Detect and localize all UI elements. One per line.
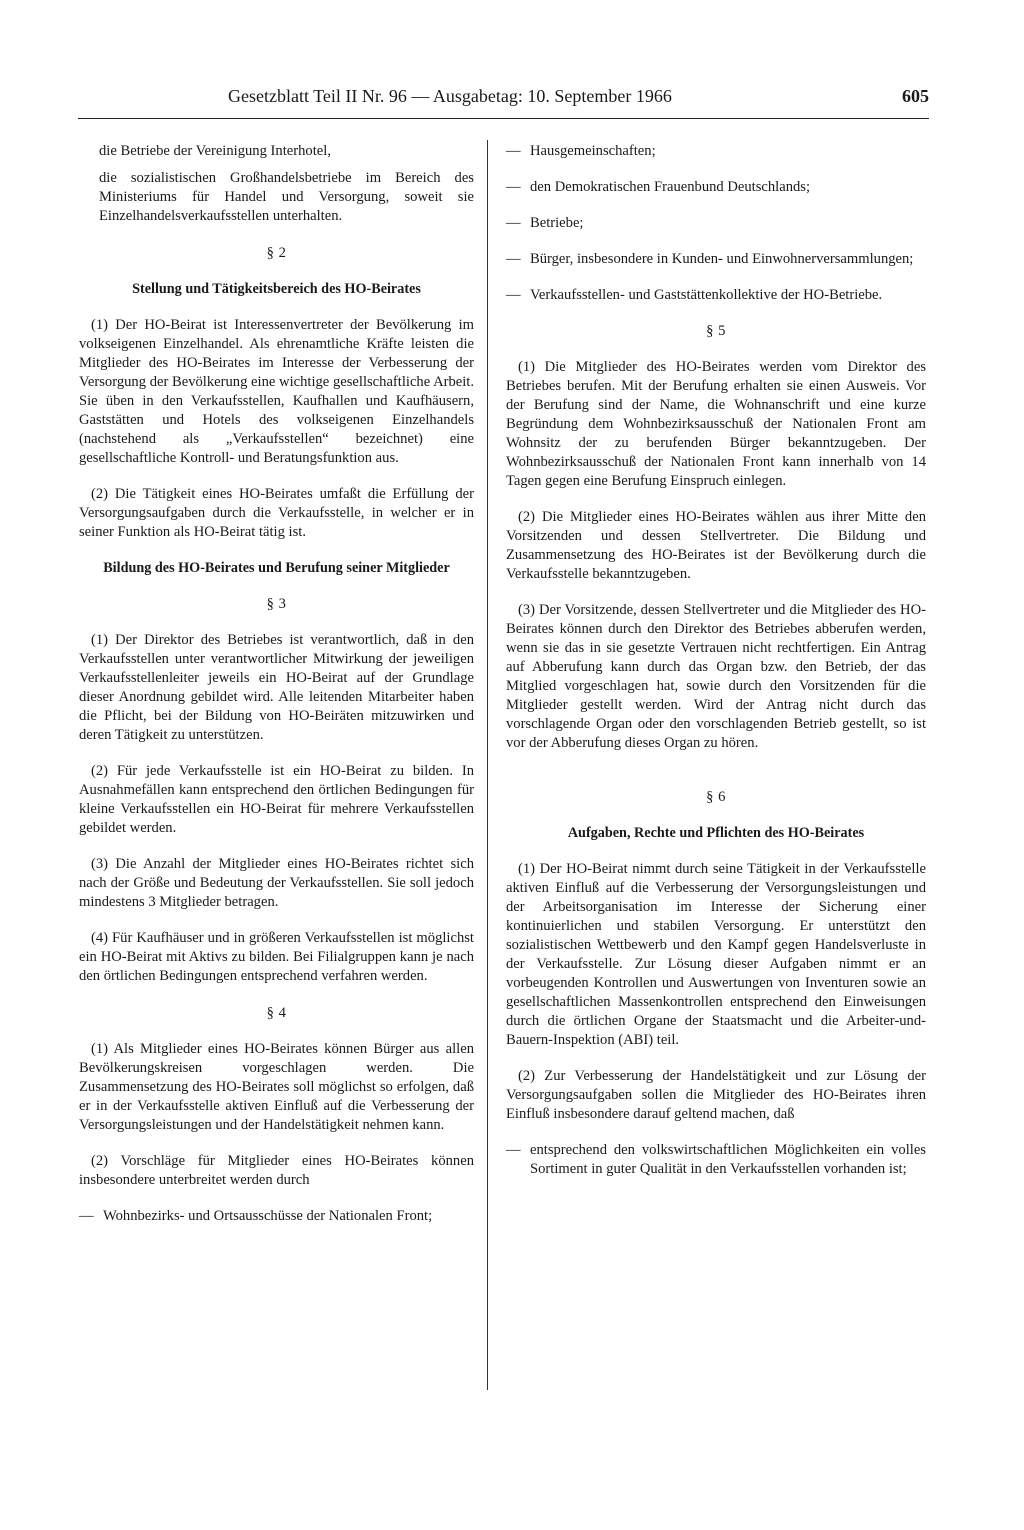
list-item: — entsprechend den volkswirtschaftlichen Möglichkeiten ein volles Sortiment in guter Qualität in den Verkaufsstellen vorhanden ist; xyxy=(506,1141,926,1179)
column-divider xyxy=(487,140,488,1390)
section-label-5: § 5 xyxy=(706,323,726,339)
list-item: — Bürger, insbesondere in Kunden- und Einwohnerversammlungen; xyxy=(506,250,926,269)
paragraph: (4) Für Kaufhäuser und in größeren Verkaufsstellen ist möglichst ein HO-Beirat mit Aktivs zu bilden. Bei Filialgruppen kann je nach den örtlichen Bedingungen entsprechend verfahren werden. xyxy=(79,930,474,984)
right-column xyxy=(506,142,926,1196)
section-label-6: § 6 xyxy=(706,789,726,805)
section-heading-2: Stellung und Tätigkeitsbereich des HO-Beirates xyxy=(132,281,421,297)
paragraph: (2) Zur Verbesserung der Handelstätigkeit und zur Lösung der Versorgungsaufgaben sollen die Mitglieder des HO-Beirates ihren Einfluß insbesondere darauf geltend machen, daß xyxy=(506,1068,926,1122)
list-item: — Verkaufsstellen- und Gaststättenkollektive der HO-Betriebe. xyxy=(506,286,926,305)
list-item: — Betriebe; xyxy=(506,214,926,233)
page-number: 605 xyxy=(902,86,929,106)
section-label-2: § 2 xyxy=(266,245,287,261)
section-label-3: § 3 xyxy=(266,596,287,612)
list-item: — Hausgemeinschaften; xyxy=(506,142,926,161)
section-heading-bildung: Bildung des HO-Beirates und Berufung seiner Mitglieder xyxy=(103,560,450,576)
paragraph: (2) Die Mitglieder eines HO-Beirates wählen aus ihrer Mitte den Vorsitzenden und dessen Stellvertreter. Die Bildung und Zusammensetzung des HO-Beirates ist der Bevölkerung durch die Verkaufsstelle bekanntzugeben. xyxy=(506,509,926,582)
paragraph: (3) Die Anzahl der Mitglieder eines HO-Beirates richtet sich nach der Größe und Bedeutung der Verkaufsstellen. Sie soll jedoch mindestens 3 Mitglieder betragen. xyxy=(79,856,474,910)
intro-item: die sozialistischen Großhandelsbetriebe im Bereich des Ministeriums für Handel und Versorgung, soweit sie Einzelhandelsverkaufsstellen unterhalten. xyxy=(99,170,474,224)
paragraph: (2) Vorschläge für Mitglieder eines HO-Beirates können insbesondere unterbreitet werden durch xyxy=(79,1153,474,1188)
list-item: — den Demokratischen Frauenbund Deutschlands; xyxy=(506,178,926,197)
paragraph: (1) Als Mitglieder eines HO-Beirates können Bürger aus allen Bevölkerungskreisen vorgeschlagen werden. Die Zusammensetzung des HO-Beirates soll möglichst so erfolgen, daß er in der Verkaufsstelle aktiven Einfluß auf die Verbesserung der Versorgungsleistungen und der Handelstätigkeit nehmen kann. xyxy=(79,1041,474,1133)
dash-list xyxy=(79,1207,474,1226)
paragraph: (1) Die Mitglieder des HO-Beirates werden vom Direktor des Betriebes berufen. Mit der Berufung erhalten sie einen Ausweis. Vor der Berufung sind der Name, die Wohnanschrift und eine kurze Begründung dem Wohnbezirksausschuß der Nationalen Front am Wohnsitz der zu berufenden Bürger bekanntzugeben. Der Wohnbezirksausschuß der Nationalen Front kann innerhalb von 14 Tagen gegen eine Berufung Einspruch einlegen. xyxy=(506,359,926,489)
dash-list xyxy=(506,1141,926,1179)
paragraph: (1) Der Direktor des Betriebes ist verantwortlich, daß in den Verkaufsstellen unter verantwortlicher Mitwirkung der jeweiligen Verkaufsstellenleiter jeweils ein HO-Beirat auf der Grundlage dieser Anordnung gebildet wird. Alle leitenden Mitarbeiter haben die Pflicht, bei der Bildung von HO-Beiräten mitzuwirken und deren Tätigkeit zu unterstützen. xyxy=(79,632,474,743)
section-heading-6: Aufgaben, Rechte und Pflichten des HO-Beirates xyxy=(567,825,865,841)
paragraph: (2) Für jede Verkaufsstelle ist ein HO-Beirat zu bilden. In Ausnahmefällen kann entsprechend den örtlichen Bedingungen für kleine Verkaufsstellen ein HO-Beirat für mehrere Verkaufsstellen gebildet werden. xyxy=(79,763,474,836)
header-rule xyxy=(78,118,929,119)
list-item: — Wohnbezirks- und Ortsausschüsse der Nationalen Front; xyxy=(79,1207,474,1226)
section-label-4: § 4 xyxy=(266,1005,287,1021)
dash-list xyxy=(506,142,926,305)
paragraph: (2) Die Tätigkeit eines HO-Beirates umfaßt die Erfüllung der Versorgungsaufgaben durch die Verkaufsstelle, in welcher er in seiner Funktion als HO-Beirat tätig ist. xyxy=(79,486,474,540)
paragraph: (1) Der HO-Beirat ist Interessenvertreter der Bevölkerung im volkseigenen Einzelhandel. Als ehrenamtliche Kräfte leisten die Mitglieder des HO-Beirates im Interesse der Verbesserung der Versorgung der Bevölkerung eine wichtige gesellschaftliche Arbeit. Sie üben in den Verkaufsstellen, Kaufhallen und Kaufhäusern, Gaststätten und Hotels des volkseigenen Einzelhandels (nachstehend als „Verkaufsstellen“ bezeichnet) eine gesellschaftliche Kontroll- und Beratungsfunktion aus. xyxy=(79,317,474,466)
spacer xyxy=(506,770,926,784)
intro-item: die Betriebe der Vereinigung Interhotel, xyxy=(99,143,331,159)
paragraph: (1) Der HO-Beirat nimmt durch seine Tätigkeit in der Verkaufsstelle aktiven Einfluß auf die Verbesserung der Versorgungsleistungen und der Arbeitsorganisation im Interesse der Sicherung einer kontinuierlichen und stabilen Versorgung. Er unterstützt den sozialistischen Wettbewerb und den Kampf gegen Handelsverluste in der Verkaufsstelle. Zur Lösung dieser Aufgaben nimmt er an vorbeugenden Kontrollen und Auswertungen von Inventuren sowie an gesellschaftlichen Massenkontrollen entsprechend den Einweisungen durch die örtlichen Organe der Staatsmacht und die Arbeiter-und-Bauern-Inspektion (ABI) teil. xyxy=(506,861,926,1048)
left-column xyxy=(79,142,474,1243)
paragraph: (3) Der Vorsitzende, dessen Stellvertreter und die Mitglieder des HO-Beirates können durch den Direktor des Betriebes abberufen werden, wenn sie das in sie gesetzte Vertrauen nicht rechtfertigen. Ein Antrag auf Abberufung kann durch das Organ bzw. den Betrieb, der das Mitglied vorgeschlagen hat, sowie durch den Vorsitzenden für die Mitglieder gestellt werden. Wird der Antrag nicht durch das vorschlagende Organ oder den vorschlagenden Betrieb gestellt, so ist vor der Abberufung dieses Organ zu hören. xyxy=(506,602,926,751)
header-title: Gesetzblatt Teil II Nr. 96 — Ausgabetag: 10. September 1966 xyxy=(228,86,672,106)
